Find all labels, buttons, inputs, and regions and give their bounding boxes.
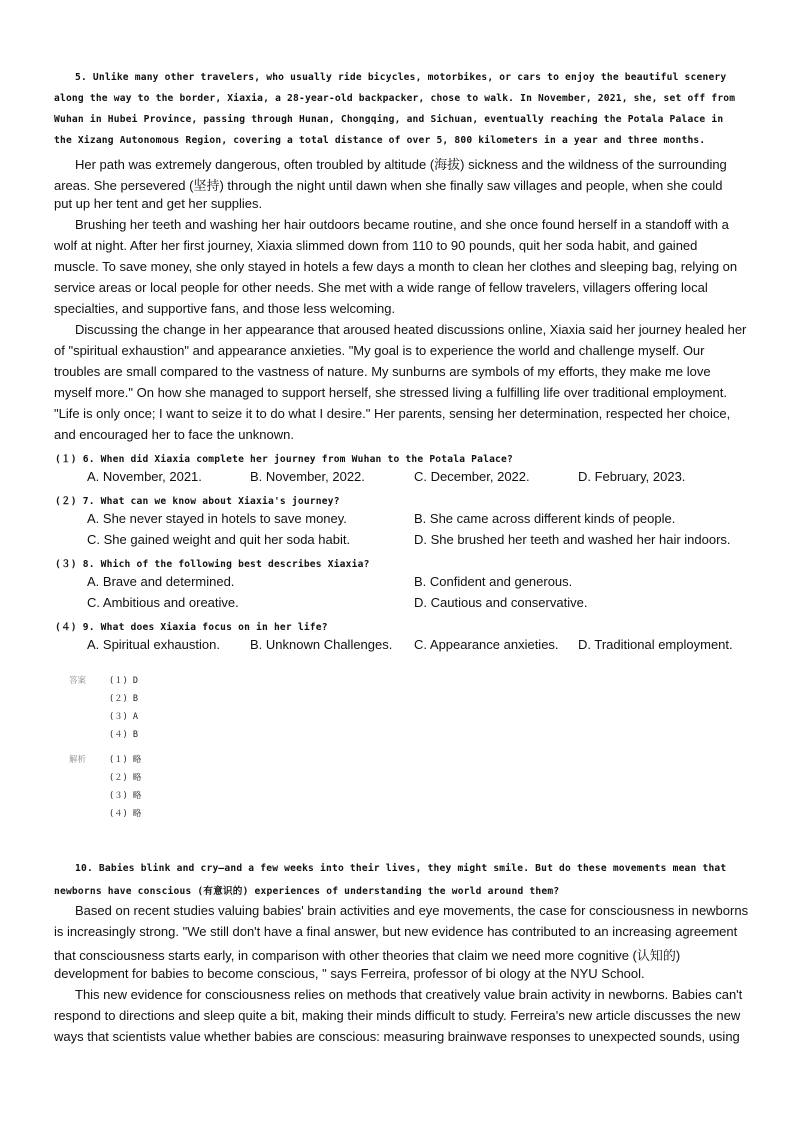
passage1-body-line: and encouraged her to face the unknown. <box>54 427 294 442</box>
passage1-intro-line: Wuhan in Hubei Province, passing through Hunan, Chongqing, and Sichuan, eventually reaching the Potala Palace in <box>54 114 724 125</box>
question-option: B. She came across different kinds of people. <box>414 511 676 526</box>
passage2-body-line: respond to directions and sleep quite a bit, making their minds difficult to study. Ferreira's new article discusses the new <box>54 1008 741 1023</box>
question-option: C. Ambitious and oreative. <box>87 595 239 610</box>
analysis-item: (１) 略 <box>109 755 142 765</box>
question-option: B. Unknown Challenges. <box>250 637 393 652</box>
passage1-body-line: wolf at night. After her first journey, Xiaxia slimmed down from 110 to 90 pounds, quit her soda habit, and gained <box>54 238 698 253</box>
question-option: A. November, 2021. <box>87 469 202 484</box>
passage1-body-line: muscle. To save money, she only stayed in hotels a few days a month to clean her clothes and sleeping bag, relying on <box>54 259 738 274</box>
question-option: A. She never stayed in hotels to save money. <box>87 511 347 526</box>
passage1-body-line: service areas or local people for other needs. She met with a wide range of fellow travelers, villagers offering local <box>54 280 708 295</box>
question-option: C. December, 2022. <box>414 469 530 484</box>
passage1-body-line: Her path was extremely dangerous, often troubled by altitude (海拔) sickness and the wildness of the surrounding <box>75 157 727 172</box>
passage2-body-line: Based on recent studies valuing babies' brain activities and eye movements, the case for consciousness in newborns <box>75 903 749 918</box>
analysis-label: 解析 <box>69 755 87 765</box>
question-option: A. Brave and determined. <box>87 574 235 589</box>
question-option: A. Spiritual exhaustion. <box>87 637 220 652</box>
question-stem: (２) 7. What can we know about Xiaxia's journey? <box>55 496 340 507</box>
answer-label: 答案 <box>69 676 87 686</box>
question-stem: (４) 9. What does Xiaxia focus on in her life? <box>55 622 328 633</box>
question-option: D. She brushed her teeth and washed her hair indoors. <box>414 532 731 547</box>
answer-item: (３) A <box>109 712 138 722</box>
answer-item: (４) B <box>109 730 138 740</box>
question-option: B. November, 2022. <box>250 469 365 484</box>
answer-item: (２) B <box>109 694 138 704</box>
passage2-body-line: development for babies to become conscious, " says Ferreira, professor of bi ology at the NYU School. <box>54 966 645 981</box>
passage2-body-line: is increasingly strong. "We still don't have a final answer, but new evidence has contributed to an increasing agreement <box>54 924 738 939</box>
passage1-body-line: "Life is only once; I want to seize it to do what I desire." Her parents, sensing her determination, respected her choice, <box>54 406 731 421</box>
question-option: B. Confident and generous. <box>414 574 573 589</box>
question-option: D. Traditional employment. <box>578 637 733 652</box>
passage2-body-line: This new evidence for consciousness relies on methods that creatively value brain activity in newborns. Babies can't <box>75 987 743 1002</box>
passage1-body-line: put up her tent and get her supplies. <box>54 196 263 211</box>
question-option: D. Cautious and conservative. <box>414 595 588 610</box>
passage1-body-line: specialties, and supportive fans, and those less welcoming. <box>54 301 396 316</box>
question-stem: (１) 6. When did Xiaxia complete her journey from Wuhan to the Potala Palace? <box>55 454 513 465</box>
passage2-intro-line: newborns have conscious (有意识的) experiences of understanding the world around them? <box>54 886 560 897</box>
analysis-item: (３) 略 <box>109 791 142 801</box>
question-option: C. She gained weight and quit her soda habit. <box>87 532 351 547</box>
passage1-intro-line: the Xizang Autonomous Region, covering a total distance of over 5, 800 kilometers in a year and three months. <box>54 135 706 146</box>
answer-item: (１) D <box>109 676 138 686</box>
passage1-body-line: Discussing the change in her appearance that aroused heated discussions online, Xiaxia said her journey healed her <box>75 322 747 337</box>
passage1-body-line: areas. She persevered (坚持) through the night until dawn when she finally saw villages and people, when she could <box>54 178 723 193</box>
passage2-intro-line: 10. Babies blink and cry—and a few weeks into their lives, they might smile. But do these movements mean that <box>75 863 727 874</box>
passage1-intro-line: 5. Unlike many other travelers, who usually ride bicycles, motorbikes, or cars to enjoy the beautiful scenery <box>75 72 727 83</box>
analysis-item: (２) 略 <box>109 773 142 783</box>
passage1-body-line: of "spiritual exhaustion" and appearance anxieties. "My goal is to experience the world and challenge myself. Our <box>54 343 705 358</box>
passage1-intro-line: along the way to the border, Xiaxia, a 28-year-old backpacker, chose to walk. In November, 2021, she, set off from <box>54 93 736 104</box>
question-option: D. February, 2023. <box>578 469 686 484</box>
question-option: C. Appearance anxieties. <box>414 637 559 652</box>
passage1-body-line: troubles are small compared to the vastness of nature. My sunburns are symbols of my efforts, they make me love <box>54 364 711 379</box>
passage2-body-line: that consciousness starts early, in comparison with other theories that claim we need more cognitive (认知的) <box>54 948 681 963</box>
analysis-item: (４) 略 <box>109 809 142 819</box>
passage1-body-line: Brushing her teeth and washing her hair outdoors became routine, and she once found herself in a standoff with a <box>75 217 729 232</box>
passage1-body-line: myself more." On how she managed to support herself, she stressed living a fulfilling life over traditional employment. <box>54 385 727 400</box>
question-stem: (３) 8. Which of the following best describes Xiaxia? <box>55 559 370 570</box>
passage2-body-line: ways that scientists value whether babies are conscious: measuring brainwave responses to unexpected sounds, using <box>54 1029 740 1044</box>
